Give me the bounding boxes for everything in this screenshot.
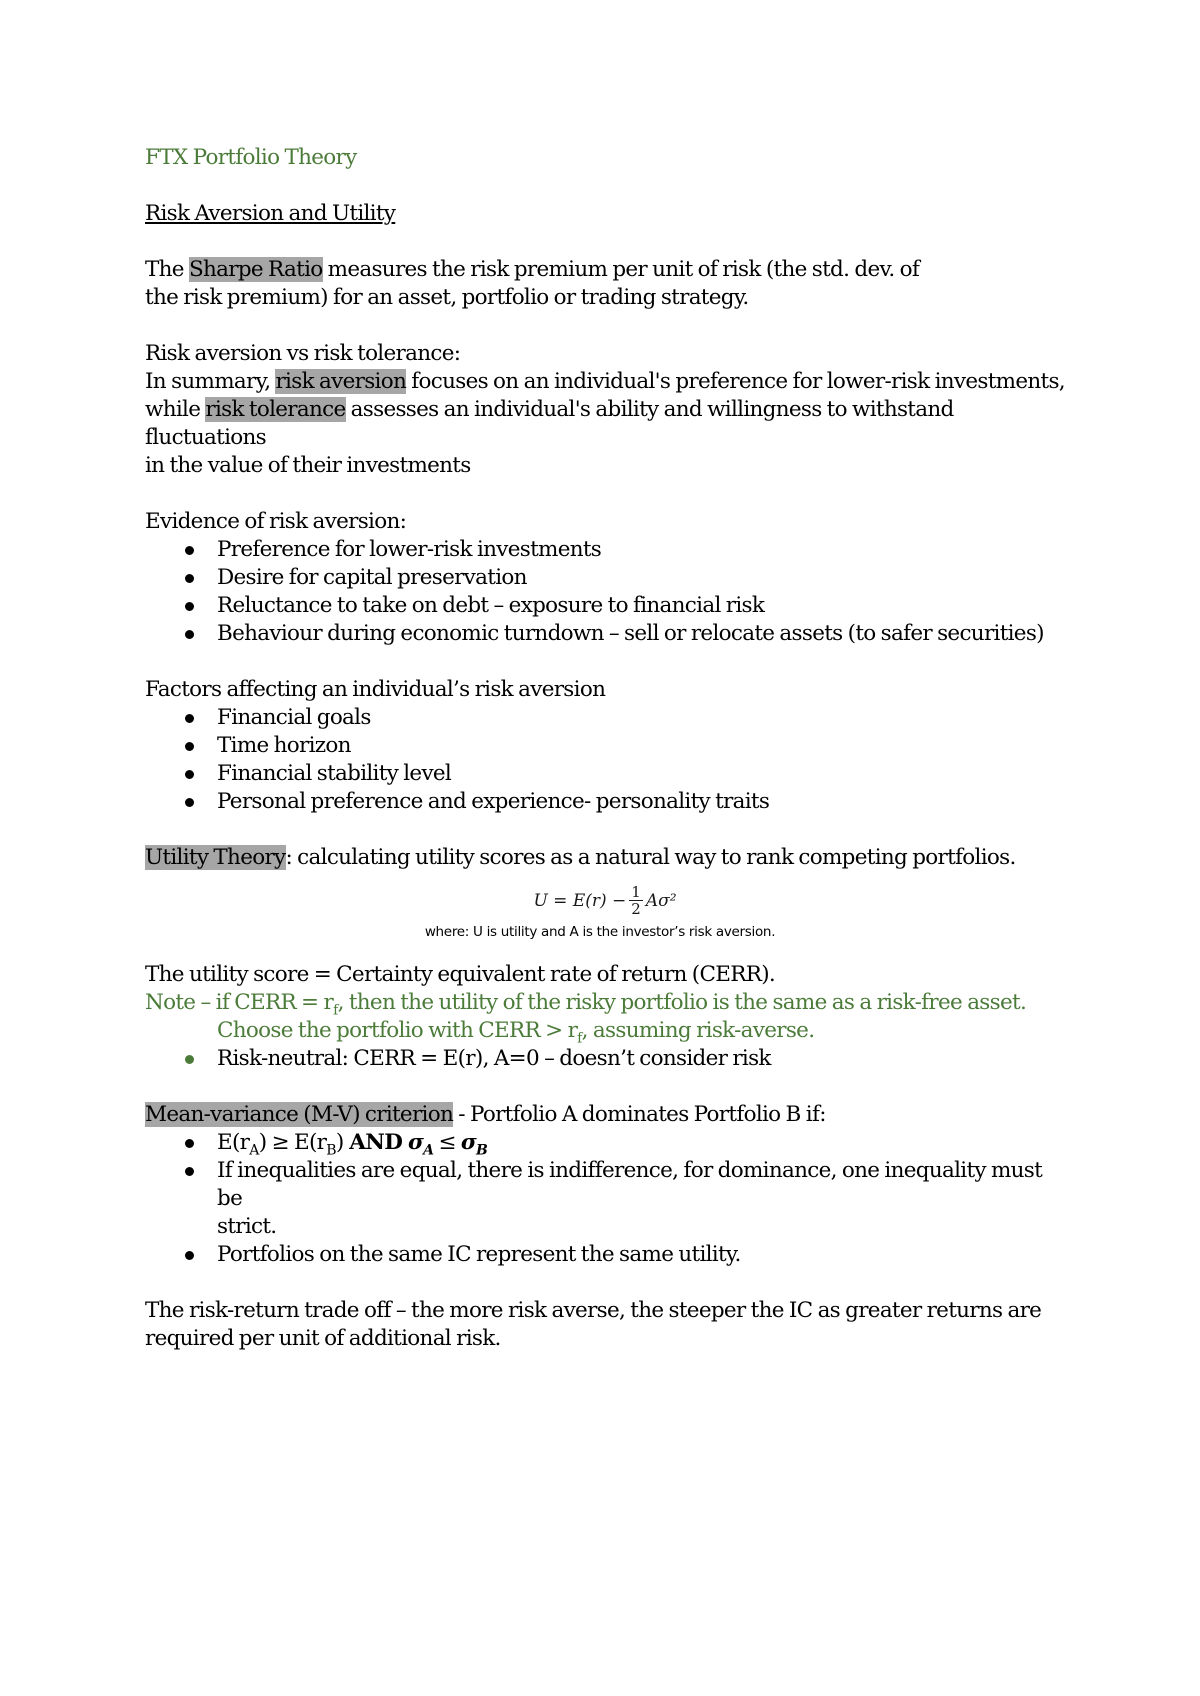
list-item: $E(r_A) \ge E(r_B)$ AND $\sigma_A \le \sigma_B$	[145, 1129, 1065, 1157]
list-item: If inequalities are equal, there is indifference, for dominance, one inequality must be strict.	[145, 1157, 1065, 1241]
bullet-icon	[185, 574, 194, 583]
highlight-risk-tolerance: risk tolerance	[205, 397, 346, 422]
list-item: Personal preference and experience- personality traits	[145, 788, 1065, 816]
utility-theory-line: Utility Theory: calculating utility scores as a natural way to rank competing portfolios.	[145, 845, 1016, 870]
evidence-label: Evidence of risk aversion:	[145, 509, 407, 534]
bullet-icon	[185, 630, 194, 639]
utility-formula: U = E(r) − $\frac{1}{2}$ Aσ²	[533, 883, 677, 918]
evidence-list	[145, 536, 1065, 648]
bullet-icon	[185, 1251, 194, 1260]
risk-vs-tolerance-label: Risk aversion vs risk tolerance:	[145, 341, 461, 366]
highlight-utility-theory: Utility Theory	[145, 845, 286, 870]
document-body	[145, 144, 1065, 1353]
cerr-note-line1: Note – if CERR = $r_f$, then the utility of the risky portfolio is the same as a risk-free asset.	[145, 990, 1027, 1019]
tradeoff-line1: The risk-return trade off – the more risk averse, the steeper the IC as greater returns are	[145, 1298, 1042, 1323]
highlight-sharpe-ratio: Sharpe Ratio	[188, 257, 323, 282]
mv-criterion-line: Mean-variance (M-V) criterion - Portfolio A dominates Portfolio B if:	[145, 1102, 826, 1127]
bullet-icon	[185, 546, 194, 555]
bullet-icon	[185, 1167, 194, 1176]
bullet-icon	[185, 1055, 194, 1064]
bullet-icon	[185, 714, 194, 723]
section-heading: Risk Aversion and Utility	[145, 201, 396, 226]
bullet-icon	[185, 602, 194, 611]
list-item: Time horizon	[145, 732, 1065, 760]
highlight-mv-criterion: Mean-variance (M-V) criterion	[145, 1102, 454, 1127]
sharpe-paragraph-line2: the risk premium) for an asset, portfolio or trading strategy.	[145, 285, 749, 310]
sharpe-paragraph: The Sharpe Ratio measures the risk premium per unit of risk (the std. dev. of	[145, 257, 920, 282]
list-item: Preference for lower-risk investments	[145, 536, 1065, 564]
formula-caption: where: U is utility and A is the investor’s risk aversion.	[424, 924, 776, 940]
cerr-line: The utility score = Certainty equivalent rate of return (CERR).	[145, 962, 776, 987]
list-item: Behaviour during economic turndown – sell or relocate assets (to safer securities)	[145, 620, 1065, 648]
bullet-icon	[185, 798, 194, 807]
factors-label: Factors affecting an individual’s risk aversion	[145, 677, 606, 702]
tradeoff-line2: required per unit of additional risk.	[145, 1326, 501, 1351]
list-item: Risk-neutral: CERR = E(r), A=0 – doesn’t consider risk	[145, 1045, 1065, 1073]
list-item: Reluctance to take on debt – exposure to financial risk	[145, 592, 1065, 620]
cerr-list	[145, 1045, 1065, 1073]
mv-list	[145, 1129, 1065, 1269]
factors-list	[145, 704, 1065, 816]
utility-formula-figure	[145, 884, 1065, 941]
list-item: Financial stability level	[145, 760, 1065, 788]
bullet-icon	[185, 742, 194, 751]
risk-vs-tolerance-line2: while risk tolerance assesses an individual's ability and willingness to withstand fluctuations	[145, 397, 954, 450]
formula-fraction: $\frac{1}{2}$	[631, 883, 641, 918]
list-item: Portfolios on the same IC represent the same utility.	[145, 1241, 1065, 1269]
risk-vs-tolerance-line3: in the value of their investments	[145, 453, 471, 478]
bullet-icon	[185, 1139, 194, 1148]
bullet-icon	[185, 770, 194, 779]
cerr-note-line2: Choose the portfolio with CERR > $r_f$, assuming risk-averse.	[217, 1018, 815, 1047]
list-item: Financial goals	[145, 704, 1065, 732]
document-title: FTX Portfolio Theory	[145, 145, 357, 170]
list-item: Desire for capital preservation	[145, 564, 1065, 592]
highlight-risk-aversion: risk aversion	[275, 369, 407, 394]
risk-vs-tolerance-line1: In summary, risk aversion focuses on an individual's preference for lower-risk investments,	[145, 369, 1065, 394]
